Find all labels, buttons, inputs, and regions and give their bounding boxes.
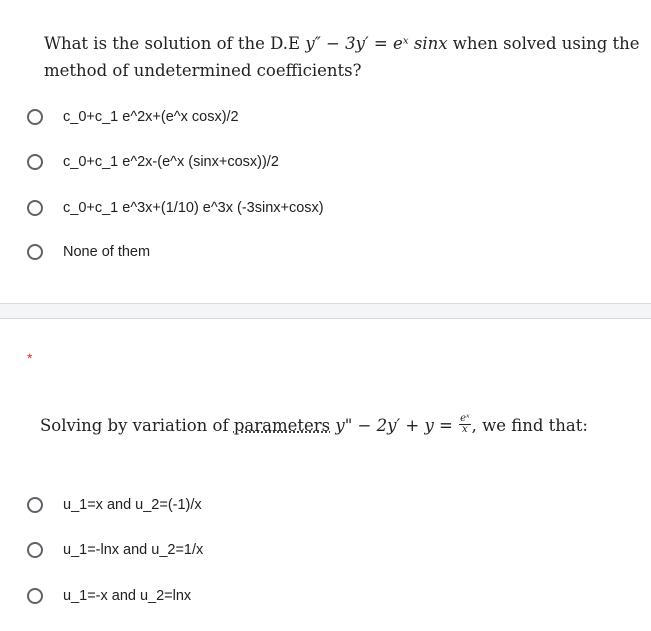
- question-1-equation: y″ − 3y′ = eˣ sinx: [305, 34, 448, 53]
- radio-button-icon[interactable]: [27, 497, 43, 513]
- option-label: u_1=x and u_2=(-1)/x: [63, 497, 202, 513]
- question-2-fraction: [459, 414, 470, 435]
- q1-option-2[interactable]: [27, 150, 279, 174]
- q2-option-2[interactable]: [27, 538, 203, 562]
- radio-button-icon[interactable]: [27, 244, 43, 260]
- option-label: None of them: [63, 244, 151, 260]
- question-2-underlined-word: parameters: [233, 416, 331, 435]
- radio-button-icon[interactable]: [27, 542, 43, 558]
- question-1-prefix: What is the solution of the D.E: [44, 34, 306, 53]
- option-label: c_0+c_1 e^2x-(e^x (sinx+cosx))/2: [63, 154, 279, 170]
- radio-button-icon[interactable]: [27, 588, 43, 604]
- card-separator: [0, 304, 651, 319]
- option-label: u_1=-x and u_2=lnx: [63, 588, 192, 604]
- question-2-text: [40, 414, 645, 438]
- option-label: u_1=-lnx and u_2=1/x: [63, 542, 204, 558]
- radio-button-icon[interactable]: [27, 154, 43, 170]
- q2-option-1[interactable]: [27, 493, 202, 517]
- radio-button-icon[interactable]: [27, 200, 43, 216]
- question-2-suffix: , we find that:: [471, 416, 588, 435]
- option-label: c_0+c_1 e^3x+(1/10) e^3x (-3sinx+cosx): [63, 200, 324, 216]
- question-2-prefix: Solving by variation of: [40, 416, 234, 435]
- question-card-1: [0, 0, 651, 304]
- fraction-numerator: eˣ: [460, 413, 470, 424]
- question-card-2: [0, 319, 651, 631]
- required-marker: *: [27, 350, 33, 366]
- q1-option-4[interactable]: [27, 240, 150, 264]
- q1-option-1[interactable]: [27, 105, 239, 129]
- radio-button-icon[interactable]: [27, 109, 43, 125]
- question-1-suffix: when solved using the method of undetermined coefficients?: [44, 34, 640, 80]
- q2-option-3[interactable]: [27, 584, 191, 608]
- fraction-denominator: x: [462, 424, 468, 435]
- question-2-equation: y" − 2y′ + y =: [330, 416, 459, 435]
- q1-option-3[interactable]: [27, 196, 324, 220]
- question-1-text: [44, 30, 644, 84]
- option-label: c_0+c_1 e^2x+(e^x cosx)/2: [63, 109, 239, 125]
